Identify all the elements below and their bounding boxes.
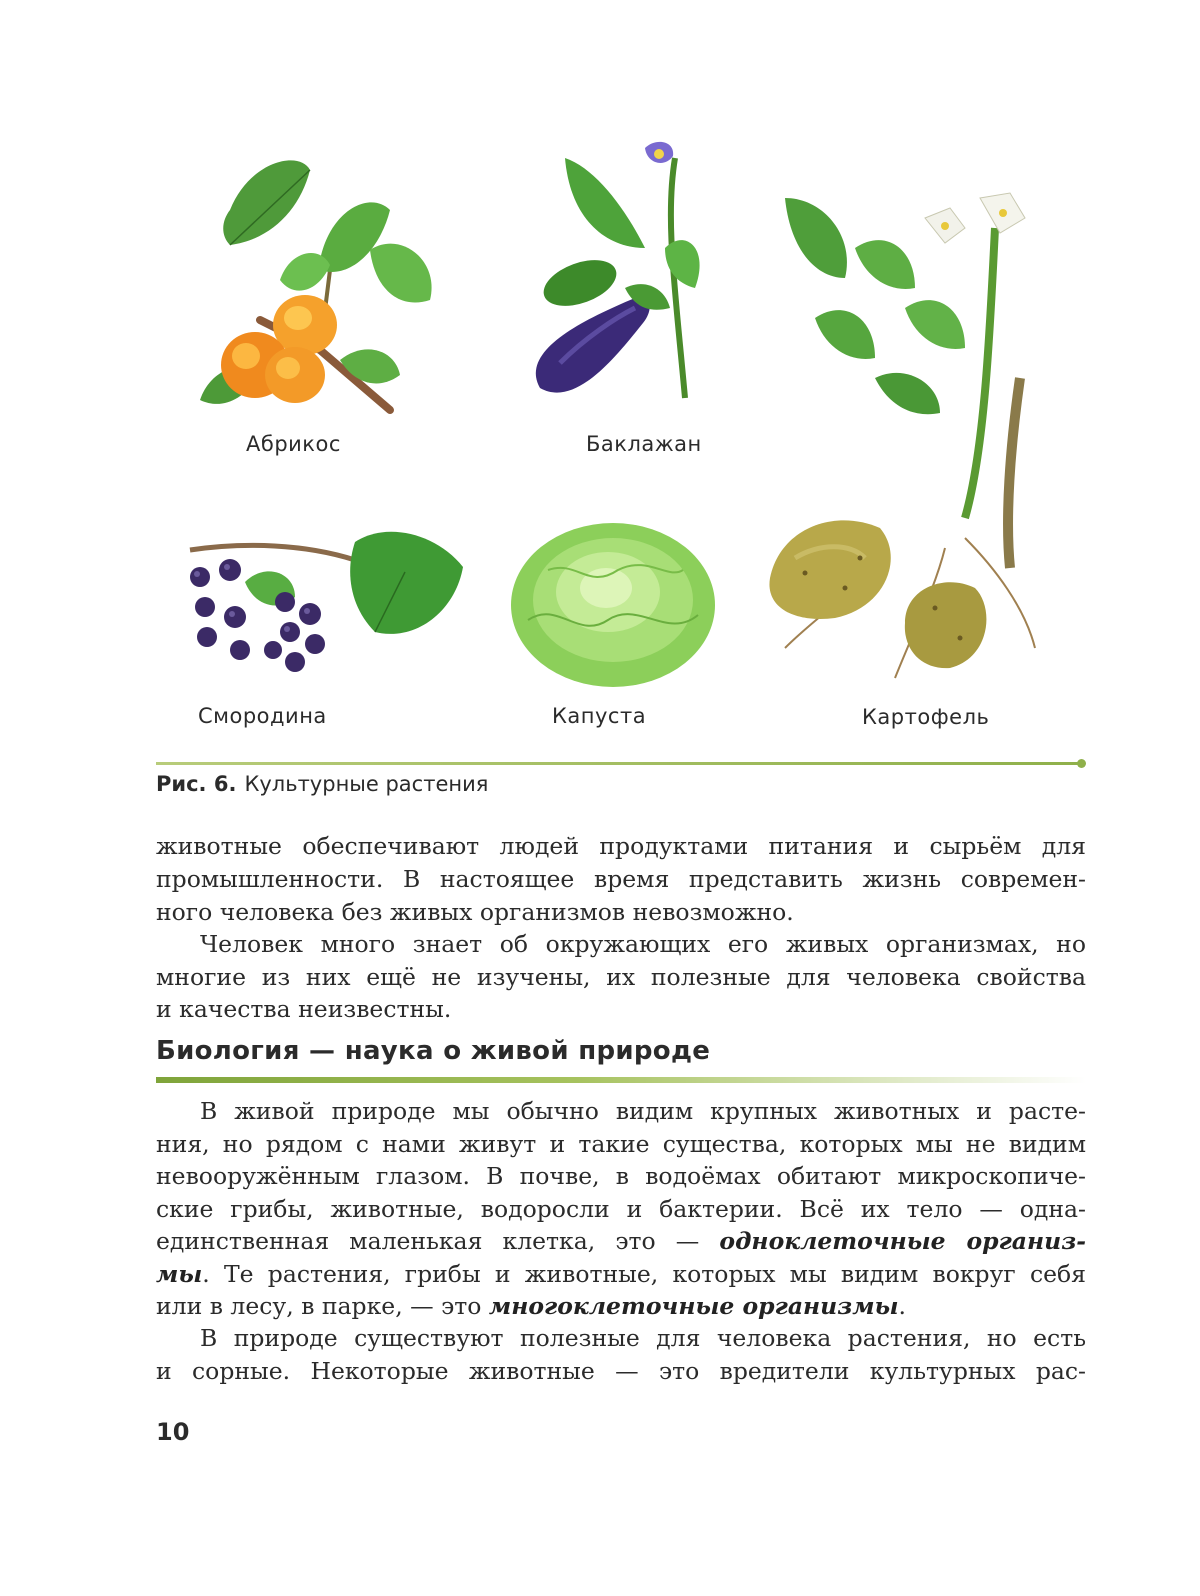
potato-illustration xyxy=(765,188,1045,688)
figure-caption-number: Рис. 6. xyxy=(156,772,237,796)
body-line: ские грибы, животные, водоросли и бактерии. Всё их тело — одна- xyxy=(156,1195,1086,1223)
body-line xyxy=(156,1290,1086,1322)
body-text: единственная маленькая клетка, это — xyxy=(156,1227,720,1255)
body-line: В природе существуют полезные для человека растения, но есть xyxy=(200,1324,1086,1352)
body-line: промышленности. В настоящее время представить жизнь современ- xyxy=(156,865,1086,893)
label-potato: Картофель xyxy=(862,705,990,729)
body-line: В живой природе мы обычно видим крупных животных и расте- xyxy=(200,1097,1086,1125)
body-line xyxy=(156,1225,1086,1257)
body-line: невооружённым глазом. В почве, в водоёмах обитают микроскопиче- xyxy=(156,1162,1086,1190)
body-text: . Те растения, грибы и животные, которых мы видим вокруг себя xyxy=(202,1260,1086,1288)
figure-rule xyxy=(156,762,1082,765)
term-unicellular: одноклеточные организ- xyxy=(719,1227,1086,1255)
label-cabbage: Капуста xyxy=(552,704,647,728)
figure-caption-text: Культурные растения xyxy=(244,772,489,796)
label-eggplant: Баклажан xyxy=(586,432,702,456)
body-line: ного человека без живых организмов невозможно. xyxy=(156,898,794,926)
body-line: многие из них ещё не изучены, их полезные для человека свойства xyxy=(156,963,1086,991)
currant-illustration xyxy=(185,522,470,687)
body-line: и качества неизвестны. xyxy=(156,995,452,1023)
label-apricot: Абрикос xyxy=(246,432,341,456)
section-heading-rule xyxy=(156,1077,1086,1083)
term-unicellular-end: мы xyxy=(156,1260,203,1288)
term-multicellular: многоклеточные организмы xyxy=(488,1292,899,1320)
apricot-illustration xyxy=(190,150,450,420)
body-line: животные обеспечивают людей продуктами питания и сырьём для xyxy=(156,832,1086,860)
body-text: . xyxy=(898,1292,907,1320)
label-currant: Смородина xyxy=(198,704,327,728)
eggplant-illustration xyxy=(525,138,715,408)
body-text: или в лесу, в парке, — это xyxy=(156,1292,489,1320)
figure-caption xyxy=(156,772,488,796)
section-heading: Биология — наука о живой природе xyxy=(156,1036,711,1066)
body-line xyxy=(156,1258,1086,1290)
body-line: и сорные. Некоторые животные — это вредители культурных рас- xyxy=(156,1357,1086,1385)
figure-rule-dot xyxy=(1077,759,1086,768)
body-line: ния, но рядом с нами живут и такие существа, которых мы не видим xyxy=(156,1130,1086,1158)
body-line: Человек много знает об окружающих его живых организмах, но xyxy=(200,930,1086,958)
cabbage-illustration xyxy=(508,510,718,690)
page-number: 10 xyxy=(156,1418,190,1446)
